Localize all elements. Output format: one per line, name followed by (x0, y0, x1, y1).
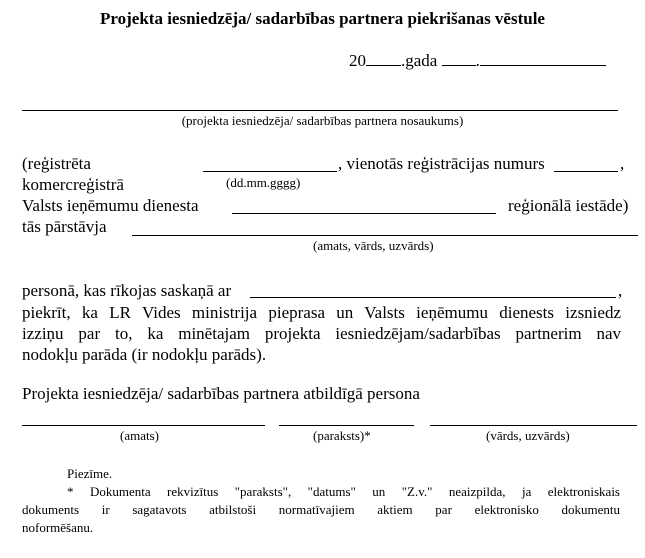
date-year-prefix: 20 (349, 51, 366, 70)
signature-caption: (paraksts)* (313, 428, 371, 443)
date-line (349, 50, 606, 71)
page-title: Projekta iesniedzēja/ sadarbības partnera piekrišanas vēstule (100, 9, 545, 28)
date-year-blank[interactable] (366, 50, 401, 66)
note-line-2: dokuments ir sagatavots atbilstoši normatīvajiem aktiem par elektronisko dokumentu (22, 502, 620, 517)
authority-comma: , (618, 281, 623, 300)
body-line-3: izziņu par to, ka minētajam projekta iesniedzējam/sadarbības partnerim nav (22, 324, 621, 343)
position-caption: (amats) (120, 428, 159, 443)
representative-line[interactable] (132, 235, 638, 236)
commercial-register-label: komercreģistrā (22, 175, 124, 194)
reg-number-line[interactable] (554, 171, 618, 172)
body-line-2: piekrīt, ka LR Vides ministrija pieprasa un Valsts ieņēmumu dienests izsniedz (22, 303, 621, 322)
vid-regional-line[interactable] (232, 213, 496, 214)
date-format-caption: (dd.mm.gggg) (226, 175, 301, 190)
body-line-4: nodokļu parāda (ir nodokļu parāds). (22, 345, 267, 364)
date-day-blank[interactable] (442, 50, 476, 66)
applicant-name-caption: (projekta iesniedzēja/ sadarbības partnera nosaukums) (181, 113, 464, 128)
note-line-1: * Dokumenta rekvizītus "paraksts", "datums" un "Z.v." neaizpilda, ja elektroniskais (67, 484, 620, 499)
body-line-1-prefix: personā, kas rīkojas saskaņā ar (22, 281, 232, 300)
reg-number-comma: , (620, 154, 625, 173)
name-caption: (vārds, uzvārds) (486, 428, 570, 443)
representative-label: tās pārstāvja (22, 217, 107, 236)
registered-label: (reģistrēta (22, 154, 91, 173)
date-month-blank[interactable] (480, 50, 606, 66)
body-line-1 (22, 281, 231, 301)
responsible-person-label: Projekta iesniedzēja/ sadarbības partnera atbildīgā persona (22, 384, 420, 403)
date-year-suffix: .gada (401, 51, 438, 70)
vid-label: Valsts ieņēmumu dienesta (22, 196, 199, 215)
applicant-name-line[interactable] (22, 110, 618, 111)
registration-date-line[interactable] (203, 171, 337, 172)
representative-caption: (amats, vārds, uzvārds) (313, 238, 434, 253)
position-line[interactable] (22, 425, 265, 426)
name-line[interactable] (430, 425, 637, 426)
authority-line[interactable] (250, 297, 616, 298)
date-separator: . (475, 51, 480, 70)
note-heading: Piezīme. (67, 466, 113, 481)
reg-number-label: , vienotās reģistrācijas numurs (338, 154, 545, 173)
note-line-3: noformēšanu. (22, 520, 94, 535)
signature-line[interactable] (279, 425, 414, 426)
vid-regional-label: reģionālā iestāde) (508, 196, 629, 215)
